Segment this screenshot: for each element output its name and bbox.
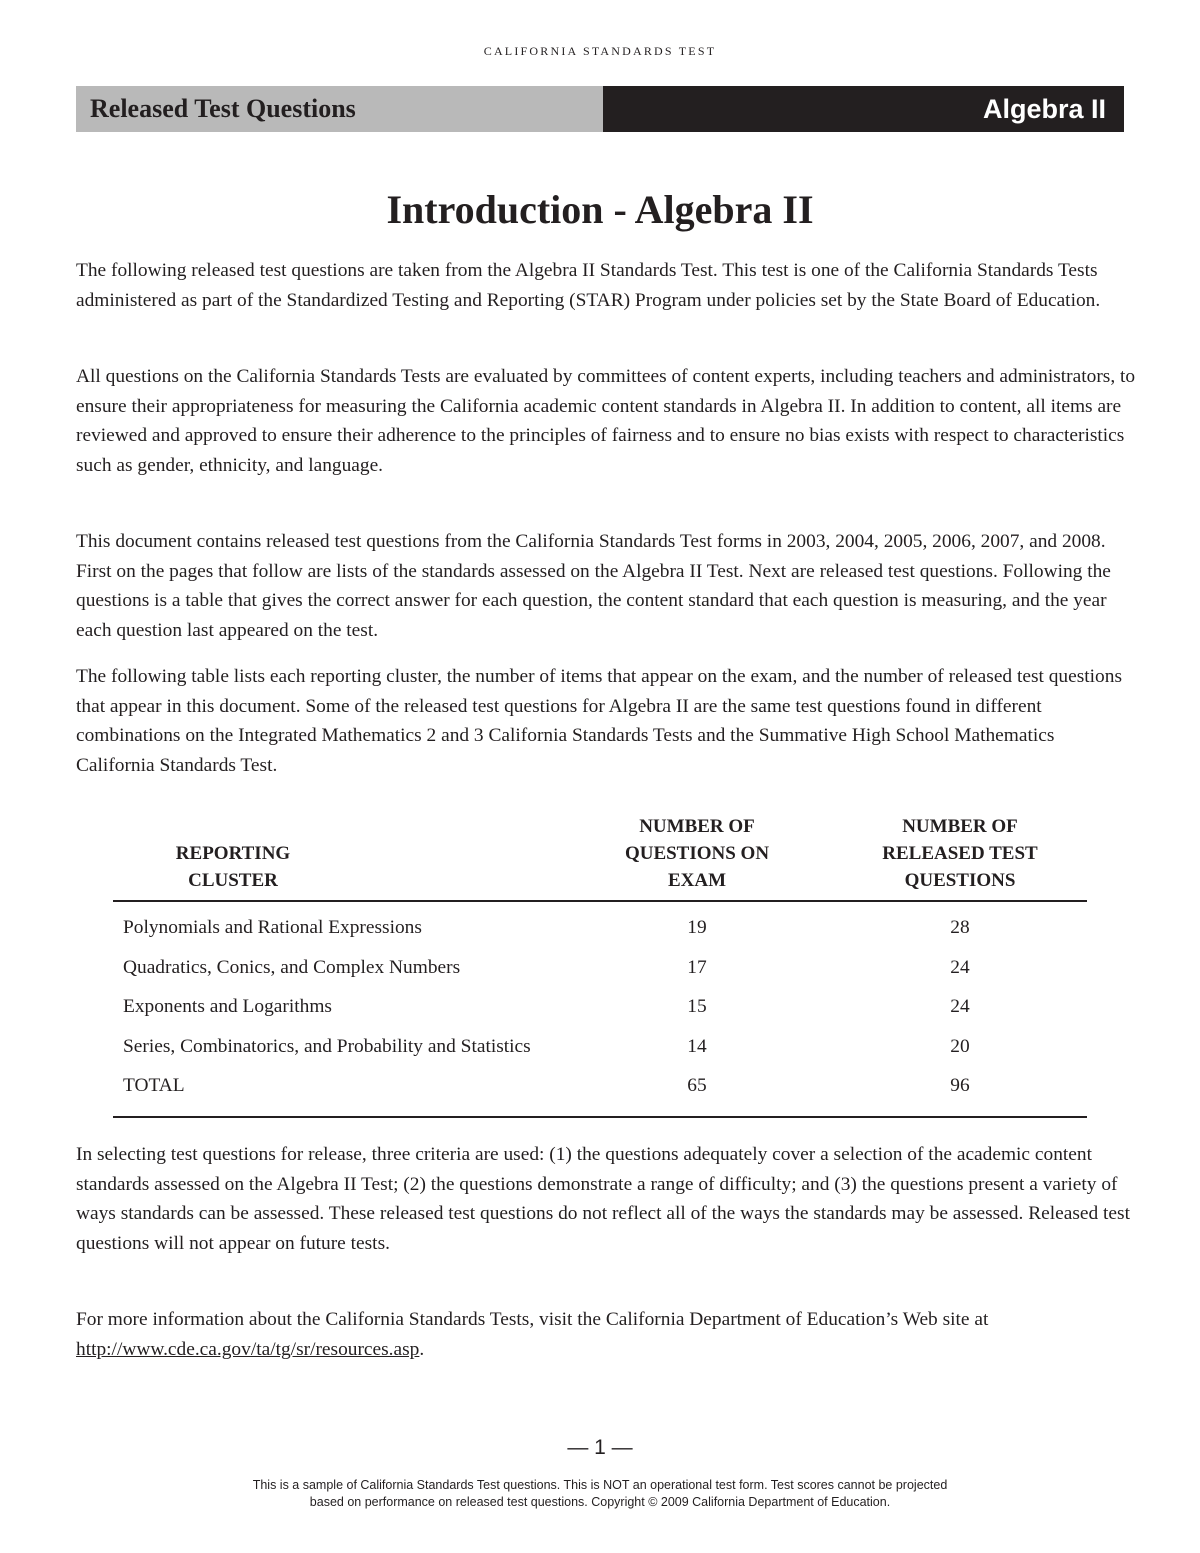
- intro-paragraph-1: The following released test questions are taken from the Algebra II Standards Test. This test is one of the California Standards Tests administered as part of the Standardized Testing and Reporting (STAR) Program under policies set by the State Board of Education.: [76, 260, 1101, 311]
- table-row: [113, 987, 1087, 1027]
- cell-exam: 15: [687, 996, 707, 1017]
- table-row: [113, 908, 1087, 948]
- cell-cluster: Quadratics, Conics, and Complex Numbers: [123, 956, 461, 978]
- table-header: [113, 812, 1087, 902]
- reporting-cluster-table: [113, 812, 1087, 1118]
- cell-released: 24: [950, 996, 970, 1017]
- table-row-total: [113, 1066, 1087, 1106]
- header-released-questions: NUMBER OF RELEASED TEST QUESTIONS: [882, 816, 1038, 891]
- cell-exam: 65: [687, 1075, 707, 1096]
- footer-line-1: This is a sample of California Standards Test questions. This is NOT an operational test form. Test scores cannot be projected: [252, 1478, 948, 1492]
- page-number: — 1 —: [567, 1436, 633, 1459]
- table-row: [113, 1027, 1087, 1067]
- cell-exam: 19: [687, 917, 707, 938]
- table-body: [113, 902, 1087, 1118]
- cell-exam: 17: [687, 956, 707, 978]
- more-info-paragraph: For more information about the California Standards Tests, visit the California Department of Education’s Web site at http://www.cde.ca.gov/ta/tg/sr/resources.asp.: [76, 1309, 989, 1360]
- page-title: Introduction - Algebra II: [386, 187, 814, 232]
- cell-cluster: Polynomials and Rational Expressions: [123, 917, 422, 938]
- intro-paragraph-2: All questions on the California Standards Tests are evaluated by committees of content experts, including teachers and administrators, to ensure their appropriateness for measuring the California academic content standards in Algebra II. In addition to content, all items are reviewed and approved to ensure their adherence to the principles of fairness and to ensure no bias exists with respect to characteristics such as gender, ethnicity, and language.: [76, 366, 1136, 476]
- cell-cluster: TOTAL: [123, 1075, 185, 1096]
- cell-released: 28: [950, 917, 970, 938]
- cde-resources-link[interactable]: http://www.cde.ca.gov/ta/tg/sr/resources.asp: [76, 1338, 420, 1360]
- table-row: [113, 948, 1087, 988]
- banner-left-title: Released Test Questions: [76, 86, 603, 132]
- header-questions-on-exam: NUMBER OF QUESTIONS ON EXAM: [624, 816, 770, 891]
- banner-subject: Algebra II: [603, 86, 1124, 132]
- intro-paragraph-4: The following table lists each reporting cluster, the number of items that appear on the exam, and the number of released test questions that appear in this document. Some of the released test questions for Algebra II are the same test questions found in different combinations on the Integrated Mathematics 2 and 3 California Standards Tests and the Summative High School Mathematics California Standards Test.: [76, 666, 1122, 776]
- cell-cluster: Series, Combinatorics, and Probability and Statistics: [123, 1035, 531, 1057]
- cell-cluster: Exponents and Logarithms: [123, 996, 332, 1017]
- top-label: CALIFORNIA STANDARDS TEST: [483, 44, 717, 58]
- cell-exam: 14: [687, 1035, 707, 1057]
- intro-paragraph-3: This document contains released test questions from the California Standards Test forms in 2003, 2004, 2005, 2006, 2007, and 2008. First on the pages that follow are lists of the standards assessed on the Algebra II Test. Next are released test questions. Following the questions is a table that gives the correct answer for each question, the content standard that each question is measuring, and the year each question last appeared on the test.: [76, 531, 1111, 641]
- footer-disclaimer: [0, 1477, 1200, 1511]
- selection-criteria-paragraph: In selecting test questions for release, three criteria are used: (1) the questions adequately cover a selection of the academic content standards assessed on the Algebra II Test; (2) the questions demonstrate a range of difficulty; and (3) the questions present a variety of ways standards can be assessed. These released test questions do not reflect all of the ways the standards may be assessed. Released test questions will not appear on future tests.: [76, 1144, 1130, 1254]
- cell-released: 96: [950, 1075, 970, 1096]
- footer-line-2: based on performance on released test questions. Copyright © 2009 California Department of Education.: [309, 1495, 891, 1509]
- header-reporting-cluster: REPORTING CLUSTER: [175, 843, 291, 891]
- cell-released: 24: [950, 956, 970, 978]
- cell-released: 20: [950, 1035, 970, 1057]
- header-banner: [76, 86, 1124, 132]
